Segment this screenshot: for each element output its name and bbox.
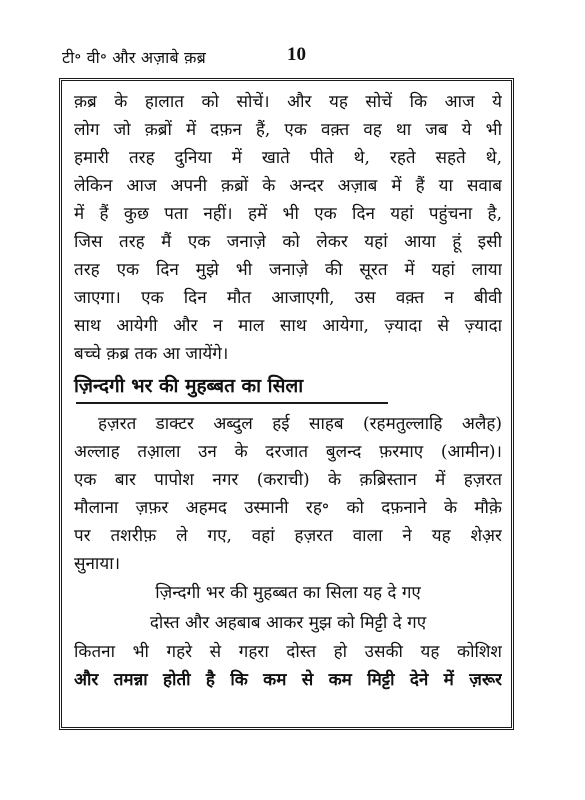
paragraph-1 [74, 88, 502, 368]
verse-line: दोस्त और अहबाब आकर मुझ को मिट्टी दे गए [149, 613, 427, 633]
section-heading: ज़िन्दगी भर की मुहब्बत का सिला [74, 375, 304, 397]
page-body [74, 88, 502, 694]
text-line: अल्लाह तआ़ला उन के दरजात बुलन्द फ़रमाए (आमीन)। [74, 442, 502, 462]
page-number: 10 [287, 44, 306, 65]
heading-underline [76, 402, 388, 404]
text-line: हमारी तरह दुनिया में खाते पीते थे, रहते सहते थे, [74, 148, 502, 168]
text-line: पर तशरीफ़ ले गए, वहां हज़रत वाला ने यह शेअ़र [74, 526, 502, 546]
text-line: में हैं कुछ पता नहीं। हमें भी एक दिन यहां पहुंचना है, [74, 204, 502, 224]
text-line: लेकिन आज अपनी क़ब्रों के अन्दर अज़ाब में हैं या सवाब [74, 176, 502, 196]
paragraph-3 [74, 638, 502, 694]
text-line: हज़रत डाक्टर अब्दुल हई साहब (रहमतुल्लाहि अलैह) [98, 414, 502, 434]
text-line: मौलाना ज़फ़र अहमद उस्मानी रह॰ को दफ़नाने के मौक़े [74, 498, 502, 518]
text-line: एक बार पापोश नगर (कराची) के क़ब्रिस्तान में हज़रत [74, 470, 502, 490]
text-line: जिस तरह मैं एक जनाज़े को लेकर यहां आया हूं इसी [74, 232, 502, 252]
verse-line: ज़िन्दगी भर की मुहब्बत का सिला यह दे गए [155, 583, 421, 603]
text-line: क़ब्र के हालात को सोचें। और यह सोचें कि आज ये [74, 92, 502, 112]
text-line: तरह एक दिन मुझे भी जनाज़े की सूरत में यहां लाया [74, 260, 502, 280]
text-line: साथ आयेगी और न माल साथ आयेगा, ज़्यादा से ज़्यादा [74, 316, 502, 336]
text-line: कितना भी गहरे से गहरा दोस्त हो उसकी यह कोशिश [74, 642, 502, 662]
text-line: और तमन्ना होती है कि कम से कम मिट्टी देने में ज़रूर [74, 670, 502, 690]
verse-couplet [74, 578, 502, 638]
paragraph-2 [74, 410, 502, 578]
text-line: जाएगा। एक दिन मौत आजाएगी, उस वक़्त न बीवी [74, 288, 502, 308]
text-line: बच्चे क़ब्र तक आ जायेंगे। [74, 344, 229, 364]
text-line: लोग जो क़ब्रों में दफ़न हैं, एक वक़्त वह था जब ये भी [74, 120, 502, 140]
text-line: सुनाया। [74, 554, 121, 574]
running-title: टी॰ वी॰ और अज़ाबे क़ब्र [62, 48, 206, 67]
